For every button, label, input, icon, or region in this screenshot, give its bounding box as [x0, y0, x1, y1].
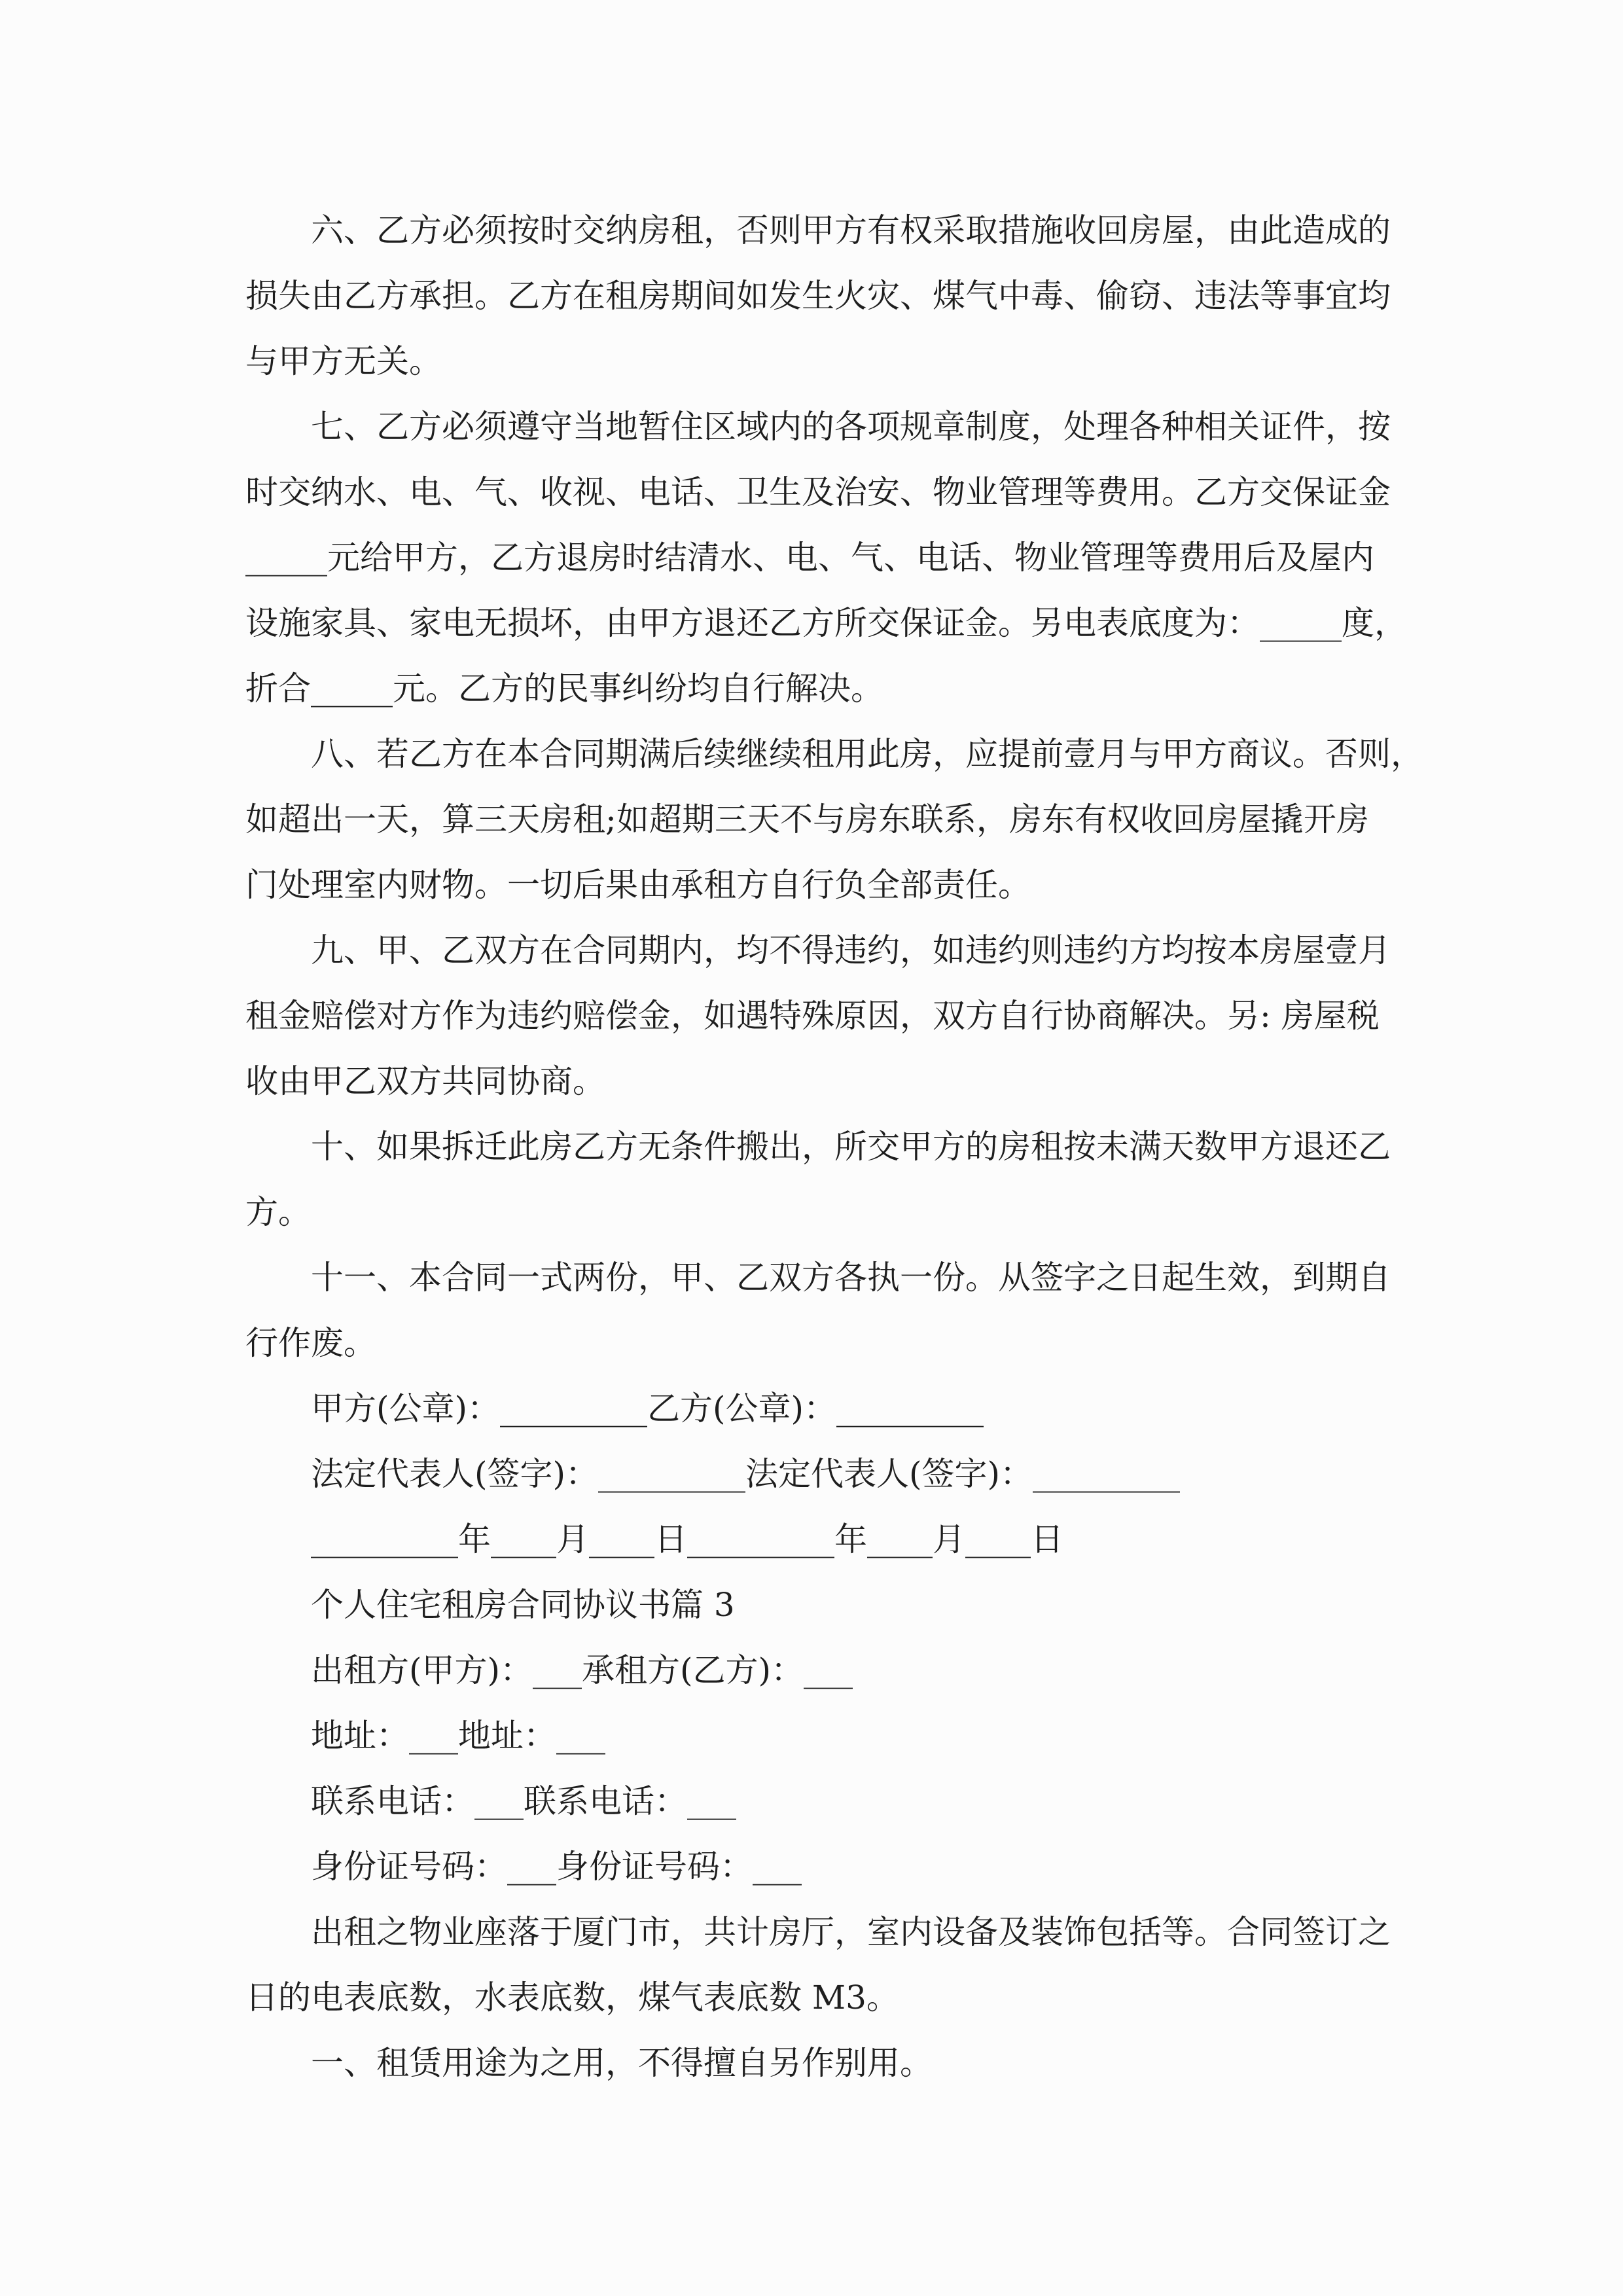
contract-line-14: 收由甲乙双方共同协商。 — [245, 1062, 605, 1100]
contract-line-23-parties: 出租方(甲方)：___承租方(乙方)：___ — [311, 1651, 853, 1689]
contract-line-20-signature-representatives: 法定代表人(签字)：_________法定代表人(签字)：_________ — [311, 1455, 1181, 1493]
contract-line-24-addresses: 地址：___地址：___ — [311, 1717, 605, 1755]
contract-line-27: 出租之物业座落于厦门市，共计房厅，室内设备及装饰包括等。合同签订之 — [311, 1913, 1391, 1951]
contract-line-16: 方。 — [245, 1193, 311, 1231]
contract-line-13: 租金赔偿对方作为违约赔偿金，如遇特殊原因，双方自行协商解决。另: 房屋税 — [245, 997, 1380, 1035]
contract-line-05: 时交纳水、电、气、收视、电话、卫生及治安、物业管理等费用。乙方交保证金 — [245, 473, 1391, 511]
contract-line-01: 六、乙方必须按时交纳房租，否则甲方有权采取措施收回房屋，由此造成的 — [311, 211, 1391, 249]
contract-line-21-dates: _________年____月____日_________年____月____日 — [311, 1520, 1063, 1558]
contract-line-07: 设施家具、家电无损坏，由甲方退还乙方所交保证金。另电表底度为：_____度， — [245, 604, 1407, 642]
contract-line-10: 如超出一天，算三天房租;如超期三天不与房东联系，房东有权收回房屋撬开房 — [245, 800, 1369, 838]
contract-line-08: 折合_____元。乙方的民事纠纷均自行解决。 — [245, 670, 883, 708]
contract-line-22-section-title: 个人住宅租房合同协议书篇 3 — [311, 1586, 735, 1624]
contract-body — [245, 198, 1423, 2096]
contract-line-17: 十一、本合同一式两份，甲、乙双方各执一份。从签字之日起生效，到期自 — [311, 1259, 1391, 1297]
contract-line-29: 一、租赁用途为之用，不得擅自另作别用。 — [311, 2044, 933, 2082]
contract-line-28: 日的电表底数，水表底数，煤气表底数 M3。 — [245, 1979, 899, 2017]
contract-line-06: _____元给甲方，乙方退房时结清水、电、气、电话、物业管理等费用后及屋内 — [245, 539, 1374, 577]
contract-line-19-signature-seals: 甲方(公章)：_________乙方(公章)：_________ — [311, 1390, 984, 1427]
contract-line-15: 十、如果拆迁此房乙方无条件搬出，所交甲方的房租按未满天数甲方退还乙 — [311, 1128, 1391, 1166]
contract-line-03: 与甲方无关。 — [245, 342, 442, 380]
contract-line-02: 损失由乙方承担。乙方在租房期间如发生火灾、煤气中毒、偷窃、违法等事宜均 — [245, 277, 1391, 315]
contract-line-04: 七、乙方必须遵守当地暂住区域内的各项规章制度，处理各种相关证件，按 — [311, 408, 1391, 446]
contract-line-18: 行作废。 — [245, 1324, 376, 1362]
contract-line-26-id-numbers: 身份证号码：___身份证号码：___ — [311, 1848, 802, 1886]
contract-line-11: 门处理室内财物。一切后果由承租方自行负全部责任。 — [245, 866, 1031, 904]
contract-line-12: 九、甲、乙双方在合同期内，均不得违约，如违约则违约方均按本房屋壹月 — [311, 931, 1391, 969]
contract-line-09: 八、若乙方在本合同期满后续继续租用此房，应提前壹月与甲方商议。否则， — [311, 735, 1423, 773]
contract-line-25-phones: 联系电话：___联系电话：___ — [311, 1782, 736, 1820]
